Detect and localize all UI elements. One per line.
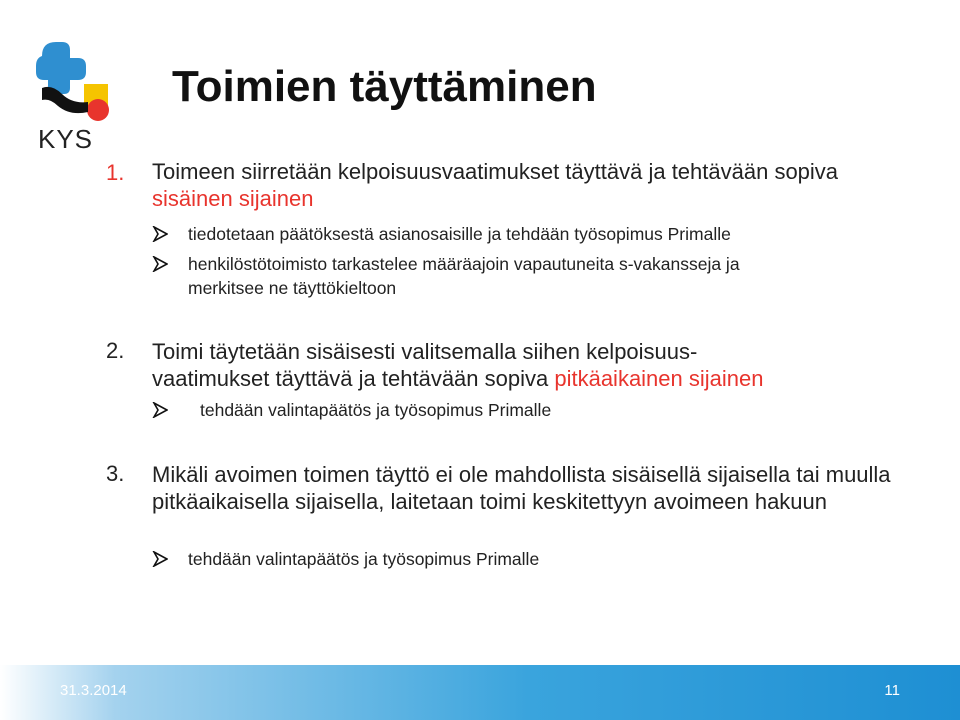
item-text-main: Mikäli avoimen toimen täyttö ei ole mahdollista sisäisellä sijaisella tai muulla pitkäaikaisella sijaisella, laitetaan toimi keskitettyyn avoimeen hakuun bbox=[152, 462, 891, 514]
arrow-bullet-icon bbox=[152, 551, 168, 567]
item-text-main: Toimi täytetään sisäisesti valitsemalla siihen kelpoisuus-vaatimukset täyttävä ja tehtävään sopiva bbox=[152, 339, 698, 391]
item-text bbox=[152, 461, 912, 515]
slide-title: Toimien täyttäminen bbox=[172, 62, 597, 111]
item-text bbox=[152, 338, 812, 392]
item-number: 2. bbox=[106, 338, 125, 363]
arrow-bullet-icon bbox=[152, 256, 168, 272]
sub-bullet-text: tiedotetaan päätöksestä asianosaisille ja tehdään työsopimus Primalle bbox=[188, 224, 731, 244]
footer-date: 31.3.2014 bbox=[60, 682, 127, 699]
sub-bullet-text: tehdään valintapäätös ja työsopimus Primalle bbox=[188, 549, 540, 569]
arrow-bullet-icon bbox=[152, 226, 168, 242]
item-number: 3. bbox=[106, 461, 125, 486]
item-text-highlight: sisäinen sijainen bbox=[152, 186, 314, 211]
item-number: 1. bbox=[106, 160, 125, 185]
item-text-highlight: pitkäaikainen sijainen bbox=[554, 366, 764, 391]
item-text-main: Toimeen siirretään kelpoisuusvaatimukset täyttävä ja tehtävään sopiva bbox=[152, 159, 839, 184]
item-text bbox=[152, 158, 912, 212]
sub-bullet-text: henkilöstötoimisto tarkastelee määräajoin vapautuneita s-vakansseja ja merkitsee ne täyttökieltoon bbox=[188, 254, 740, 298]
footer-bar bbox=[0, 665, 960, 720]
arrow-bullet-icon bbox=[152, 402, 168, 418]
page-number: 11 bbox=[884, 682, 900, 699]
logo-text: KYS bbox=[38, 124, 94, 154]
sub-bullet-text: tehdään valintapäätös ja työsopimus Primalle bbox=[200, 400, 552, 420]
kys-logo-mark bbox=[32, 36, 112, 126]
